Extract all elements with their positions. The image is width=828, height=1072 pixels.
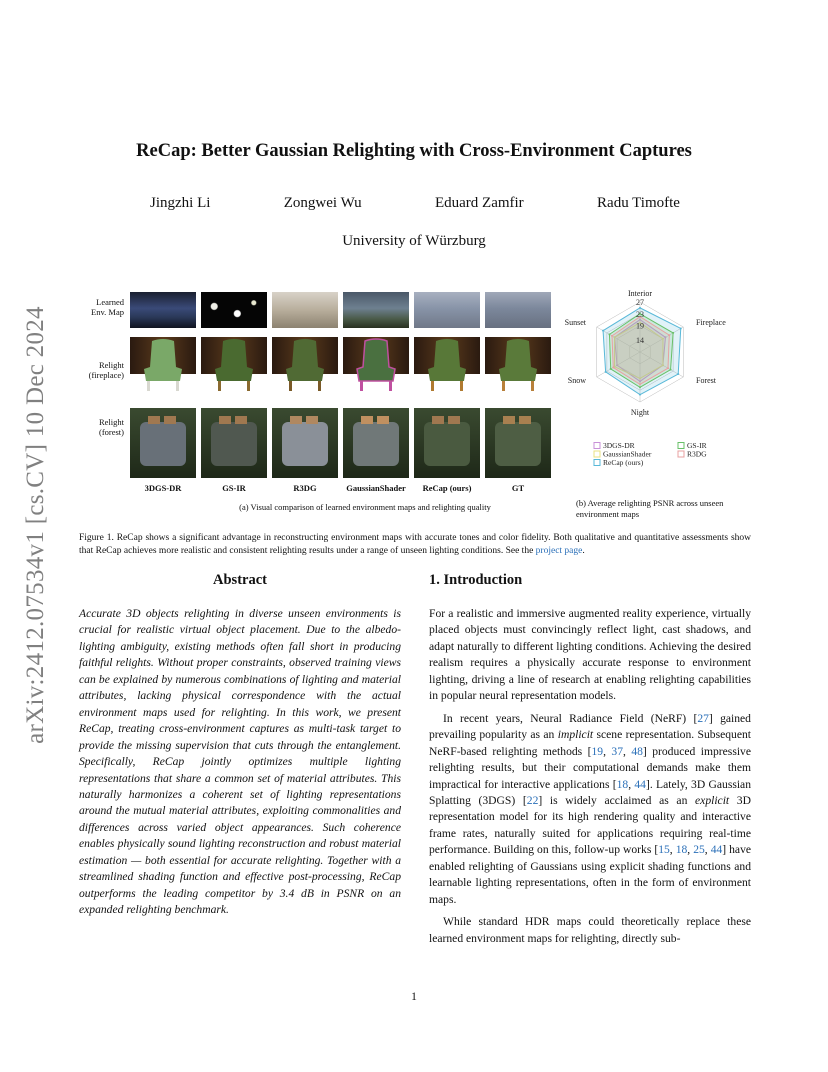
legend-label: R3DG <box>687 449 707 459</box>
radar-point <box>605 371 607 373</box>
method-label: R3DG <box>293 483 317 493</box>
radar-point <box>611 335 613 337</box>
env-map-image <box>414 292 480 328</box>
relight-toaster-image <box>343 408 409 478</box>
intro-paragraph: While standard HDR maps could theoretically replace these learned environment maps for relighting, directly sub- <box>429 915 751 945</box>
radar-point <box>608 333 610 335</box>
radar-axis-label: Night <box>630 408 650 417</box>
figure-caption: Figure 1. ReCap shows a significant advantage in reconstructing environment maps with accurate tones and color fidelity. Both qualitative and quantitative assessments show that ReCap achieves more realistic and consistent relighting results under a range of unseen lighting conditions. See the project page. <box>79 533 751 556</box>
relight-toaster-image <box>130 408 196 478</box>
radar-tick-label: 27 <box>636 298 644 307</box>
legend-swatch <box>594 460 600 466</box>
citation-link[interactable]: 27 <box>697 711 709 725</box>
citation-link[interactable]: 15 <box>658 843 670 857</box>
env-map-image <box>485 292 551 328</box>
abstract-section <box>79 572 401 919</box>
arxiv-identifier: arXiv:2412.07534v1 [cs.CV] 10 Dec 2024 <box>22 306 49 744</box>
legend-label: 3DGS-DR <box>603 441 635 450</box>
citation-link[interactable]: 22 <box>526 793 539 807</box>
subfigure-b-caption: (b) Average relighting PSNR across unseen environment maps <box>576 498 724 519</box>
abstract-text: Accurate 3D objects relighting in diverse unseen environments is crucial for realistic virtual object placement. Due to the albedo-lighting ambiguity, existing methods often fall short in producing faithful relights. Without proper constraints, observed training views can be explained by numerous combinations of lighting and material attributes, lacking physical correspondence with the actual environment maps used for relighting. In this work, we present ReCap, treating cross-environment captures as multi-task target to provide the missing supervision that cuts through the entanglement. Specifically, ReCap jointly optimizes multiple lighting representations that share a common set of material attributes. This naturally harmonizes a coherent set of lighting representations around the mutual material attributes, exploiting commonalities and differences across varied object appearances. Such coherence enables physically sound lighting reconstruction and robust material estimation — both essential for accurate relighting. Together with a streamlined shading function and effective post-processing, ReCap outperforms the leading competitor by 3.4 dB in PSNR on an expanded relighting benchmark. <box>79 607 401 917</box>
method-label: 3DGS-DR <box>144 483 182 493</box>
relight-toaster-image <box>485 408 551 478</box>
legend-swatch <box>678 451 684 457</box>
citation-link[interactable]: 18 <box>675 843 688 857</box>
radar-point <box>602 330 604 332</box>
radar-point <box>668 334 670 336</box>
intro-paragraph: In recent years, Neural Radiance Field (NeRF) [27] gained prevailing popularity as an implicit scene representation. Subsequent NeRF-based relighting methods [19, 37, 48] produced impressive relighting results, but their computational demands make them impractical for interactive applications [18, 44]. Lately, 3D Gaussian Splatting (3DGS) [22] is widely acclaimed as an explicit 3D representation model for its high rendering quality and interactive frame rates, naturally suited for applications requiring real-time performance. Building on this, follow-up works [15, 18, 25, 44] have enabled relighting of Gaussians using explicit shading functions and learnable lighting representations, often in the form of environment maps. <box>429 711 752 906</box>
legend-label: GaussianShader <box>603 449 652 459</box>
citation-link[interactable]: 44 <box>634 777 646 791</box>
affiliation: University of Würzburg <box>342 233 486 249</box>
intro-paragraph: For a realistic and immersive augmented reality experience, virtually placed objects must convincingly reflect light, cast shadows, and adapt naturally to different lighting conditions. Achieving the desired realism requires a physically accurate response to environment lighting, driving a line of research at enabling relighting capabilities in popular neural representation models. <box>429 607 751 703</box>
relight-chair-image <box>130 337 196 374</box>
author: Radu Timofte <box>597 195 680 211</box>
relight-chair-image <box>343 337 409 374</box>
env-map-image <box>130 292 196 328</box>
radar-point <box>667 367 669 369</box>
env-map-image <box>272 292 338 328</box>
row-label-relight-forest: Relight (forest) <box>98 417 124 437</box>
relight-chair-image <box>272 337 338 374</box>
row-label-relight-fireplace: Relight (fireplace) <box>88 360 124 380</box>
radar-chart <box>564 288 750 493</box>
radar-point <box>670 369 672 371</box>
radar-tick-label: 23 <box>636 309 644 319</box>
row-label-env-map: Learned Env. Map <box>91 297 124 317</box>
radar-point <box>639 307 641 309</box>
relight-chair-image <box>201 337 267 374</box>
legend-label: GS-IR <box>687 441 707 450</box>
author: Eduard Zamfir <box>434 195 524 211</box>
project-page-link[interactable]: project page <box>535 545 583 556</box>
relight-toaster-image <box>272 408 338 478</box>
radar-point <box>639 394 641 396</box>
radar-axis-label: Fireplace <box>696 318 726 327</box>
legend-swatch <box>678 443 684 449</box>
figure-1b <box>564 288 750 523</box>
radar-axis-label: Forest <box>696 376 716 385</box>
figure-1a <box>80 287 560 515</box>
env-map-image <box>201 292 267 328</box>
radar-point <box>639 383 641 385</box>
radar-point <box>680 327 682 329</box>
citation-link[interactable]: 18 <box>616 777 629 791</box>
subfigure-a-caption: (a) Visual comparison of learned environment maps and relighting quality <box>239 502 491 512</box>
citation-link[interactable]: 48 <box>631 744 643 758</box>
citation-link[interactable]: 19 <box>591 744 604 758</box>
legend-label: ReCap (ours) <box>603 458 644 467</box>
introduction-heading: 1. Introduction <box>429 572 523 588</box>
radar-point <box>672 332 674 334</box>
paper-title: ReCap: Better Gaussian Relighting with Cross-Environment Captures <box>136 141 692 161</box>
author: Zongwei Wu <box>283 195 362 211</box>
relight-chair-image <box>485 337 551 374</box>
radar-point <box>639 386 641 388</box>
relight-toaster-image <box>201 408 267 478</box>
radar-axis-label: Sunset <box>564 318 586 327</box>
author-list <box>150 195 680 212</box>
radar-point <box>612 366 614 368</box>
citation-link[interactable]: 44 <box>710 843 723 857</box>
radar-point <box>677 373 679 375</box>
method-label: GT <box>511 483 525 493</box>
method-label: GaussianShader <box>346 483 406 493</box>
legend-swatch <box>594 451 600 457</box>
page-number: 1 <box>411 991 417 1003</box>
relight-toaster-image <box>414 408 480 478</box>
radar-axis-label: Interior <box>628 289 652 298</box>
legend-swatch <box>594 443 600 449</box>
relight-chair-image <box>414 337 480 374</box>
radar-point <box>610 368 612 370</box>
citation-link[interactable]: 25 <box>693 843 705 857</box>
abstract-heading: Abstract <box>213 572 267 588</box>
radar-tick-label: 14 <box>636 336 644 346</box>
author: Jingzhi Li <box>150 195 211 211</box>
radar-tick-label: 19 <box>636 321 644 331</box>
citation-link[interactable]: 37 <box>611 744 623 758</box>
radar-axis-label: Snow <box>567 376 586 385</box>
introduction-section <box>429 572 751 947</box>
method-label: ReCap (ours) <box>422 483 472 493</box>
method-label: GS-IR <box>222 483 246 493</box>
env-map-image <box>343 292 409 328</box>
